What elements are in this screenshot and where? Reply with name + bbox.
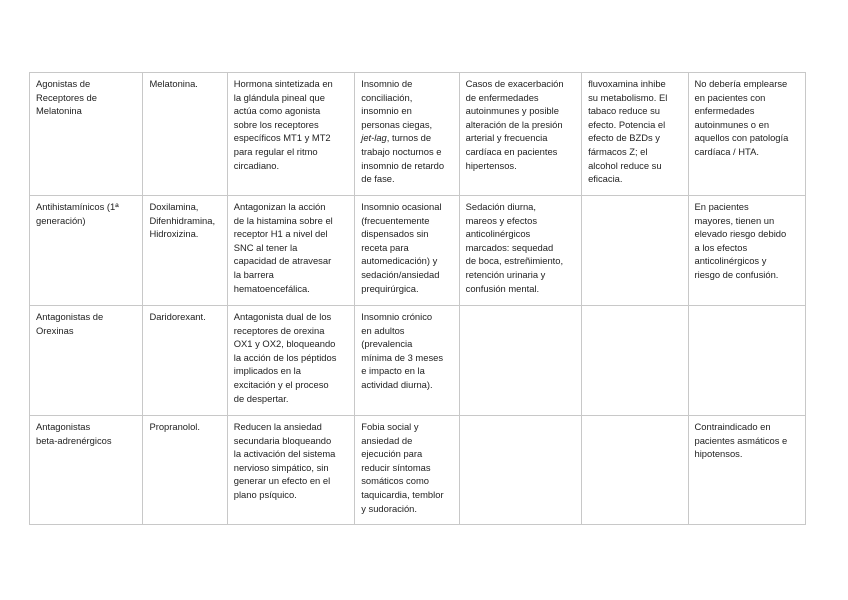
notes-cell: [688, 416, 806, 525]
drug-names-cell: [143, 416, 227, 525]
mechanism-cell: [227, 416, 354, 525]
table-row: [30, 73, 806, 196]
indication-text-italic: jet-lag: [361, 132, 387, 144]
adverse-effects-cell: [459, 196, 581, 306]
notes-text: En pacientes mayores, tienen un elevado riesgo debido a los efectos anticolinérgicos y riesgo de confusión.: [694, 201, 787, 280]
drug-group-cell: [30, 416, 143, 525]
mechanism-text: Antagonizan la acción de la histamina sobre el receptor H1 a nivel del SNC al tener la capacidad de atravesar la barrera hematoencefálica.: [233, 201, 333, 294]
adverse-effects-text: Sedación diurna, mareos y efectos anticolinérgicos marcados: sequedad de boca, estreñimiento, retención urinaria y confusión mental.: [465, 201, 564, 294]
drug-group-text: Agonistas de Receptores de Melatonina: [36, 78, 97, 117]
mechanism-cell: [227, 196, 354, 306]
indication-cell: [355, 416, 459, 525]
mechanism-text: Antagonista dual de los receptores de orexina OX1 y OX2, bloqueando la acción de los péptidos implicados en la excitación y el proceso de despertar.: [233, 311, 337, 404]
indication-cell: [355, 73, 459, 196]
notes-cell: [688, 196, 806, 306]
drug-names-text: Propranolol.: [149, 421, 200, 432]
notes-text: No debería emplearse en pacientes con enfermedades autoinmunes o en aquellos con patología cardíaca / HTA.: [694, 78, 789, 157]
interactions-cell: [582, 306, 688, 416]
indication-cell: [355, 196, 459, 306]
drug-names-text: Doxilamina, Difenhidramina, Hidroxizina.: [149, 201, 216, 240]
indication-text: [361, 77, 452, 186]
adverse-effects-cell: [459, 73, 581, 196]
drug-group-text: Antagonistas beta-adrenérgicos: [36, 421, 112, 446]
drug-names-cell: [143, 73, 227, 196]
mechanism-cell: [227, 306, 354, 416]
drug-group-cell: [30, 306, 143, 416]
mechanism-text: Hormona sintetizada en la glándula pineal que actúa como agonista sobre los receptores específicos MT1 y MT2 para regular el ritmo circadiano.: [233, 78, 333, 171]
drug-group-text: Antagonistas de Orexinas: [36, 311, 104, 336]
interactions-cell: [582, 73, 688, 196]
interactions-cell: [582, 196, 688, 306]
table-row: [30, 416, 806, 525]
drug-names-cell: [143, 196, 227, 306]
indication-text: Insomnio ocasional (frecuentemente dispensados sin receta para automedicación) y sedación/ansiedad prequirúrgica.: [361, 201, 442, 294]
indication-text-start: Insomnio de conciliación, insomnio en personas ciegas,: [361, 78, 433, 130]
drug-comparison-table: [29, 72, 806, 525]
mechanism-cell: [227, 73, 354, 196]
notes-cell: [688, 306, 806, 416]
mechanism-text: Reducen la ansiedad secundaria bloqueando la activación del sistema nervioso simpático, sin generar un efecto en el plano psíquico.: [233, 421, 336, 500]
notes-cell: [688, 73, 806, 196]
indication-text: Insomnio crónico en adultos (prevalencia mínima de 3 meses e impacto en la actividad diurna).: [361, 311, 444, 390]
indication-text-end: , turnos de trabajo nocturnos e insomnio de retardo de fase.: [361, 132, 445, 185]
drug-group-cell: [30, 73, 143, 196]
drug-names-text: Melatonina.: [149, 78, 198, 89]
drug-names-cell: [143, 306, 227, 416]
indication-cell: [355, 306, 459, 416]
interactions-text: fluvoxamina inhibe su metabolismo. El tabaco reduce su efecto. Potencia el efecto de BZDs y fármacos Z; el alcohol reduce su eficacia.: [588, 78, 668, 185]
notes-text: Contraindicado en pacientes asmáticos e hipotensos.: [694, 421, 788, 460]
indication-text: Fobia social y ansiedad de ejecución para reducir síntomas somáticos como taquicardia, temblor y sudoración.: [361, 421, 444, 514]
adverse-effects-cell: [459, 416, 581, 525]
table-row: [30, 306, 806, 416]
table-row: [30, 196, 806, 306]
drug-names-text: Daridorexant.: [149, 311, 206, 322]
interactions-cell: [582, 416, 688, 525]
drug-group-text: Antihistamínicos (1ª generación): [36, 201, 119, 226]
adverse-effects-text: Casos de exacerbación de enfermedades autoinmunes y posible alteración de la presión arterial y frecuencia cardíaca en pacientes hipertensos.: [465, 78, 564, 171]
adverse-effects-cell: [459, 306, 581, 416]
drug-group-cell: [30, 196, 143, 306]
